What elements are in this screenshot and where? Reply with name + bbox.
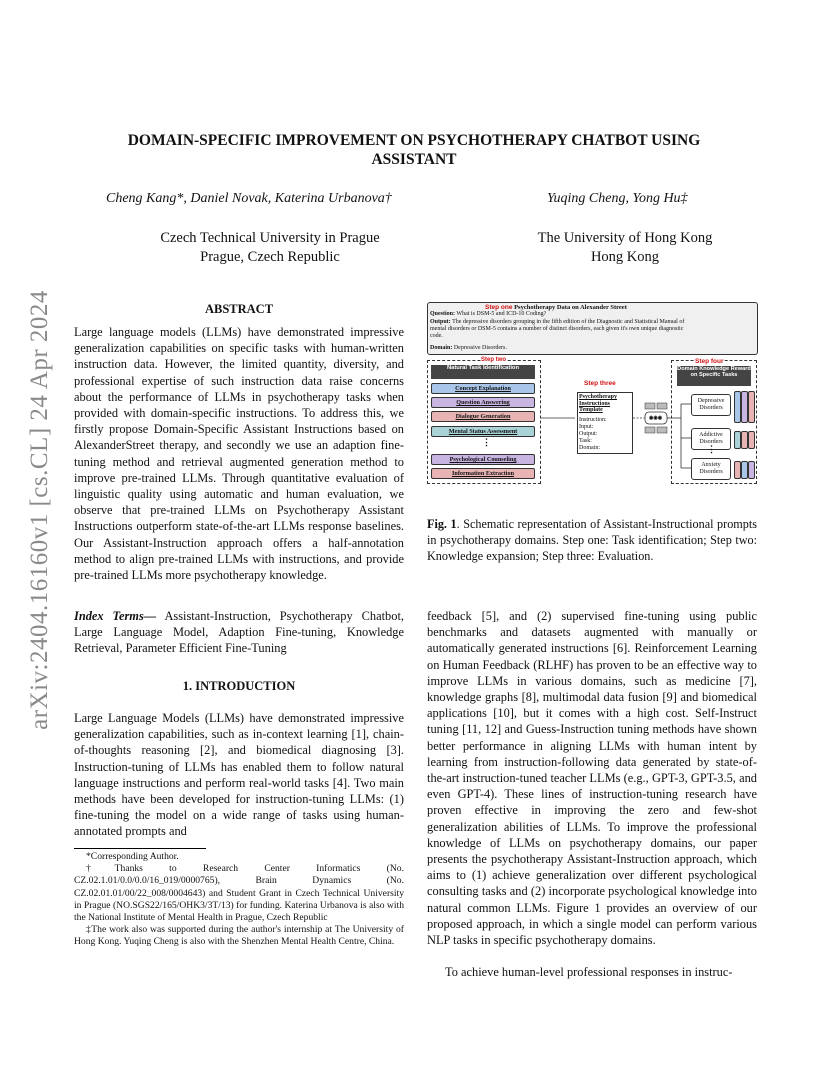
right-paragraph-1: feedback [5], and (2) supervised fine-tuning using public benchmarks and datasets augmented with manually or automatically generated instructions [6]. Reinforcement Learning on Human Feedback (RLHF) has proven to be an effective way to improve LLMs in various domains, such as medicine [7], knowledge graphs [8], multimodal data fusion [9] and biomedical applications [10], but it comes with a high cost. Self-Instruct tuning [11, 12] and Guess-Instruction tuning methods have shown better performance in aligning LLMs with human intent by learning from instruction-following data generated by state-of-the-art instruction-tuned teacher LLMs (e.g., GPT-3, GPT-3.5, and even GPT-4). These lines of instruction-tuning research have proven effective in improving the zero and few-shot generalization abilities of LLMs. To improve the professional knowledge of LLMs on psychotherapy domains, our paper presents the psychotherapy Assistant-Instruction approach, which aims to (1) achieve generalization over different psychological consulting tasks and (2) incorporate psychological knowledge into natural common LLMs. Figure 1 provides an overview of our proposed approach, in which a single model can perform various NLP tasks in specific psychotherapy domains. <box>427 609 757 948</box>
abstract-text: Large language models (LLMs) have demonstrated impressive generalization capabilities on specific tasks with human-written instruction data. However, the limited quantity, diversity, and professional expertise of such instruction data raise concerns about the performance of LLMs in psychotherapy tasks when provided with domain-specific instructions. To address this, we firstly propose Domain-Specific Assistant Instructions based on AlexanderStreet therapy, and secondly we use an adaption fine-tuning method and retrieval augmented generation method to improve pre-trained LLMs. Through quantitative evaluation of linguistic quality using automatic and human evaluation, we observe that pre-trained LLMs on Psychotherapy Assistant Instructions outperform state-of-the-art LLMs response baselines. Our Assistant-Instruction approach offers a half-annotation method to align pre-trained LLMs with instructions, and provide pre-trained LLMs more psychotherapy knowledge. <box>74 325 404 583</box>
bars-3 <box>734 461 755 484</box>
disorder-box: Anxiety Disorders <box>691 458 731 480</box>
template-field: Output: <box>579 431 598 437</box>
index-terms-text: Assistant-Instruction, Psychotherapy Chatbot, Large Language Model, Adaption Fine-tuning, Knowledge Retrieval, Parameter Efficient Fine-Tuning <box>74 609 404 656</box>
affiliation-right-line-1: The University of Hong Kong <box>537 230 713 246</box>
task-item: Information Extraction <box>431 468 535 479</box>
intro-paragraph: Large Language Models (LLMs) have demonstrated impressive generalization capabilities, such as in-context learning [1], chain-of-thoughts reasoning [2], and biomedical diagnosing [3]. Instruction-tuning of LLMs has enabled them to follow natural language instructions and perform real-world tasks [4]. Two main methods have been developed for instruction-tuning LLMs: (1) fine-tuning the model on a wide range of tasks using human-annotated prompts and <box>74 711 404 839</box>
step-one-label: Step one <box>485 304 513 311</box>
bars-2 <box>734 431 755 454</box>
title-line-2: ASSISTANT <box>371 151 457 168</box>
disorder-box: Depressive Disorders <box>691 394 731 416</box>
template-field: Input: <box>579 424 594 430</box>
caption-label: Fig. 1 <box>427 517 457 531</box>
title-line-1: DOMAIN-SPECIFIC IMPROVEMENT ON PSYCHOTHERAPY CHATBOT USING <box>127 132 701 149</box>
disorder-box: Addictive Disorders <box>691 428 731 450</box>
footnote-2: †Thanks to Research Center Informatics (No. CZ.02.1.01/0.0/0.0/16_019/0000765), Brain Dynamics (No. CZ.02.01.01/00/22_008/0004643) and Student Grant in Czech Technical University in Prague (NO.SGS22/165/OHK3/3T/13) for funding. Katerina Urbanova is also with the National Institute of Mental Health in Prague, Czech Republic <box>74 863 404 924</box>
figure-1 <box>427 300 758 488</box>
question-label: Question: <box>430 311 456 317</box>
index-terms <box>74 608 404 657</box>
nti-header: Natural Task Identification <box>431 365 535 379</box>
caption-text: . Schematic representation of Assistant-Instructional prompts in psychotherapy domains. Step one: Task identification; Step two: Knowledge expansion; Step three: Evaluation. <box>427 517 757 564</box>
template-field: Task: <box>579 438 592 444</box>
affiliation-right-line-2: Hong Kong <box>590 249 660 265</box>
affiliation-left-line-2: Prague, Czech Republic <box>200 249 340 265</box>
top-title: Psychotherapy Data on Alexander Street <box>514 304 627 311</box>
abstract-heading: ABSTRACT <box>204 302 274 316</box>
footnote-3: ‡The work also was supported during the author's internship at The University of Hong Kong. Yuqing Cheng is also with the Shenzhen Mental Health Centre, China. <box>74 924 404 948</box>
intro-heading: 1. INTRODUCTION <box>182 679 296 693</box>
step-two-label: Step two <box>481 357 506 363</box>
footnote-rule <box>74 848 206 849</box>
domain-label: Domain: <box>430 345 453 351</box>
llm-icon: ◉◉◉ <box>649 416 663 421</box>
domain-text: Depressive Disorders. <box>452 345 507 351</box>
step-three-label: Step three <box>584 380 616 387</box>
bars-1 <box>734 391 755 428</box>
arxiv-stamp <box>22 290 58 730</box>
template-field: Instruction: <box>579 417 607 423</box>
output-line-1: The depressive disorders grouping in the fifth edition of the Diagnostic and Statistical Manual of <box>450 319 685 325</box>
arxiv-stamp-text: arXiv:2404.16160v1 [cs.CL] 24 Apr 2024 <box>26 290 53 730</box>
affiliation-left <box>120 229 420 267</box>
task-item: Psychological Counseling <box>431 454 535 465</box>
task-item: Mental Status Assessment <box>431 426 535 437</box>
footnotes <box>74 851 404 949</box>
question-text: What is DSM-5 and ICD-10 Coding? <box>455 311 547 317</box>
footnote-1: *Corresponding Author. <box>86 851 179 862</box>
output-label: Output: <box>430 319 451 325</box>
output-line-2: mental disorders or DSM-5 contains a number of distinct disorders, each given it's own unique diagnostic <box>430 326 684 332</box>
affiliation-right <box>475 229 775 267</box>
authors-left: Cheng Kang*, Daniel Novak, Katerina Urbanova† <box>106 191 392 206</box>
affiliation-left-line-1: Czech Technical University in Prague <box>160 230 380 246</box>
task-item: Concept Explanation <box>431 383 535 394</box>
figure-caption <box>427 516 757 565</box>
ellipsis-icon: ⋮ <box>707 444 716 454</box>
ellipsis-icon: ⋮ <box>482 437 491 447</box>
authors-right: Yuqing Cheng, Yong Hu‡ <box>547 191 688 206</box>
right-paragraph-2: To achieve human-level professional responses in instruc- <box>445 965 733 979</box>
task-item: Dialogue Generation <box>431 411 535 422</box>
dkr-header: Domain Knowledge Reward on Specific Tasks <box>677 366 751 386</box>
template-title: Psychotherapy Instructions Template <box>579 394 617 413</box>
template-field: Domain: <box>579 445 600 451</box>
task-item: Question Answering <box>431 397 535 408</box>
index-terms-label: Index Terms— <box>74 609 157 623</box>
step-four-label: Step four <box>695 358 724 365</box>
paper-title <box>90 131 738 169</box>
output-line-3: code. <box>430 333 443 339</box>
